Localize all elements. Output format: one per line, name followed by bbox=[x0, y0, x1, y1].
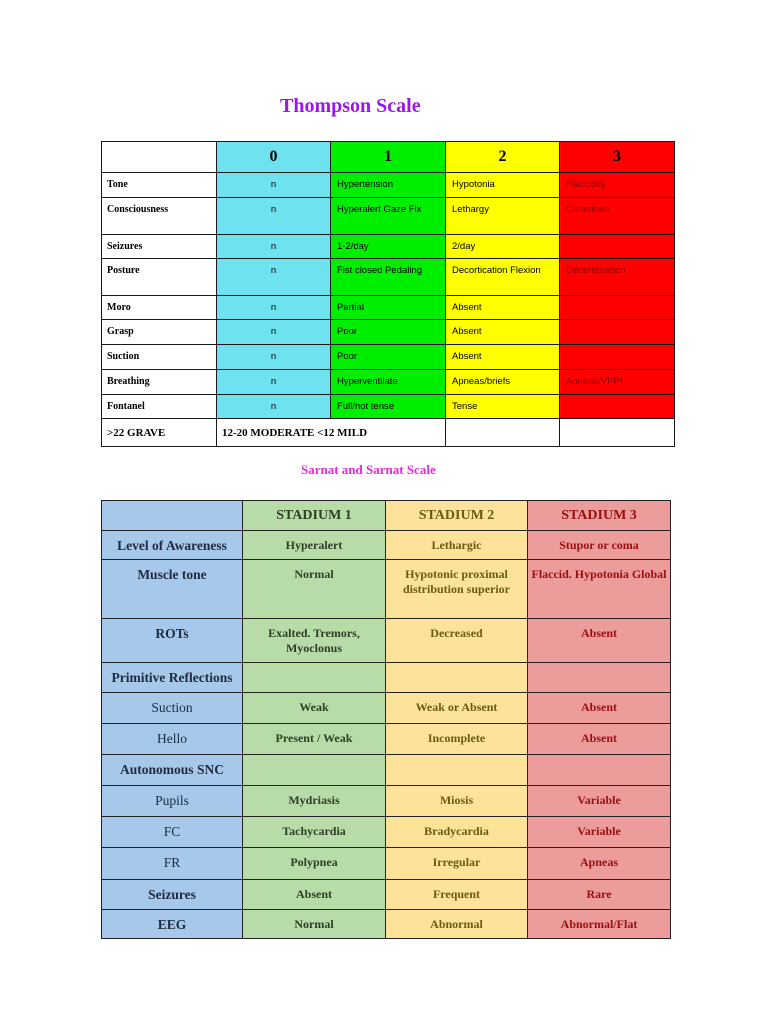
sarnat-cell-stadium-2: Abnormal bbox=[386, 910, 528, 939]
sarnat-cell-stadium-1: Polypnea bbox=[243, 848, 386, 880]
sarnat-row bbox=[102, 724, 671, 755]
sarnat-cell-stadium-2: Miosis bbox=[386, 786, 528, 817]
thompson-cell-2: Lethargy bbox=[446, 198, 560, 235]
sarnat-cell-stadium-2 bbox=[386, 663, 528, 693]
sarnat-row-label: Seizures bbox=[102, 880, 243, 910]
thompson-row bbox=[102, 345, 675, 370]
thompson-cell-0: n bbox=[217, 235, 331, 259]
sarnat-cell-stadium-1: Exalted. Tremors, Myoclonus bbox=[243, 619, 386, 663]
sarnat-row-label: Primitive Reflections bbox=[102, 663, 243, 693]
sarnat-row-label: Hello bbox=[102, 724, 243, 755]
thompson-cell-0: n bbox=[217, 395, 331, 419]
thompson-footer-empty bbox=[560, 419, 675, 447]
thompson-row-label: Moro bbox=[102, 296, 217, 320]
sarnat-header-blank bbox=[102, 501, 243, 531]
sarnat-cell-stadium-2: Hypotonic proximal distribution superior bbox=[386, 560, 528, 619]
thompson-footer-ranges: 12-20 MODERATE <12 MILD bbox=[217, 419, 446, 447]
sarnat-title: Sarnat and Sarnat Scale bbox=[301, 462, 436, 477]
sarnat-row bbox=[102, 560, 671, 619]
thompson-row-label: Suction bbox=[102, 345, 217, 370]
thompson-cell-3 bbox=[560, 345, 675, 370]
sarnat-cell-stadium-2: Irregular bbox=[386, 848, 528, 880]
sarnat-cell-stadium-2: Frequent bbox=[386, 880, 528, 910]
thompson-row bbox=[102, 395, 675, 419]
thompson-cell-2: Apneas/briefs bbox=[446, 370, 560, 395]
sarnat-cell-stadium-2: Incomplete bbox=[386, 724, 528, 755]
sarnat-cell-stadium-3 bbox=[528, 755, 671, 786]
thompson-row-label: Consciousness bbox=[102, 198, 217, 235]
sarnat-cell-stadium-1: Mydriasis bbox=[243, 786, 386, 817]
sarnat-row-label: Suction bbox=[102, 693, 243, 724]
sarnat-cell-stadium-3: Variable bbox=[528, 817, 671, 848]
thompson-cell-0: n bbox=[217, 370, 331, 395]
thompson-cell-3: Comatose bbox=[560, 198, 675, 235]
thompson-cell-2: Absent bbox=[446, 345, 560, 370]
thompson-row bbox=[102, 198, 675, 235]
sarnat-row bbox=[102, 755, 671, 786]
thompson-cell-2: 2/day bbox=[446, 235, 560, 259]
sarnat-cell-stadium-2: Weak or Absent bbox=[386, 693, 528, 724]
sarnat-row-label: EEG bbox=[102, 910, 243, 939]
thompson-header-3: 3 bbox=[560, 142, 675, 173]
sarnat-row-label: Autonomous SNC bbox=[102, 755, 243, 786]
sarnat-cell-stadium-3: Flaccid. Hypotonia Global bbox=[528, 560, 671, 619]
sarnat-cell-stadium-3: Absent bbox=[528, 693, 671, 724]
sarnat-row-label: FR bbox=[102, 848, 243, 880]
thompson-row-label: Seizures bbox=[102, 235, 217, 259]
thompson-cell-1: Hyperalert Gaze Fix bbox=[331, 198, 446, 235]
sarnat-cell-stadium-3: Stupor or coma bbox=[528, 531, 671, 560]
sarnat-row bbox=[102, 880, 671, 910]
sarnat-row-label: Pupils bbox=[102, 786, 243, 817]
sarnat-cell-stadium-1: Hyperalert bbox=[243, 531, 386, 560]
thompson-cell-3: Decerebration bbox=[560, 259, 675, 296]
thompson-cell-1: Partial bbox=[331, 296, 446, 320]
thompson-cell-2: Tense bbox=[446, 395, 560, 419]
sarnat-cell-stadium-1: Absent bbox=[243, 880, 386, 910]
thompson-row-label: Fontanel bbox=[102, 395, 217, 419]
thompson-cell-1: 1-2/day bbox=[331, 235, 446, 259]
thompson-row bbox=[102, 370, 675, 395]
thompson-row bbox=[102, 235, 675, 259]
sarnat-cell-stadium-3: Apneas bbox=[528, 848, 671, 880]
sarnat-cell-stadium-1: Tachycardia bbox=[243, 817, 386, 848]
sarnat-row-label: FC bbox=[102, 817, 243, 848]
sarnat-row bbox=[102, 786, 671, 817]
thompson-cell-0: n bbox=[217, 320, 331, 345]
sarnat-cell-stadium-3: Rare bbox=[528, 880, 671, 910]
sarnat-row bbox=[102, 663, 671, 693]
sarnat-row bbox=[102, 848, 671, 880]
thompson-cell-0: n bbox=[217, 296, 331, 320]
thompson-cell-2: Absent bbox=[446, 296, 560, 320]
sarnat-header-stadium-3: STADIUM 3 bbox=[528, 501, 671, 531]
sarnat-cell-stadium-1: Weak bbox=[243, 693, 386, 724]
sarnat-row bbox=[102, 531, 671, 560]
thompson-cell-1: Poor bbox=[331, 345, 446, 370]
sarnat-cell-stadium-3: Abnormal/Flat bbox=[528, 910, 671, 939]
thompson-header-2: 2 bbox=[446, 142, 560, 173]
thompson-cell-3 bbox=[560, 235, 675, 259]
thompson-cell-0: n bbox=[217, 198, 331, 235]
thompson-header-0: 0 bbox=[217, 142, 331, 173]
sarnat-cell-stadium-3: Absent bbox=[528, 619, 671, 663]
sarnat-cell-stadium-1 bbox=[243, 755, 386, 786]
sarnat-cell-stadium-1 bbox=[243, 663, 386, 693]
thompson-row bbox=[102, 259, 675, 296]
sarnat-cell-stadium-2: Decreased bbox=[386, 619, 528, 663]
sarnat-cell-stadium-2 bbox=[386, 755, 528, 786]
sarnat-row-label: ROTs bbox=[102, 619, 243, 663]
thompson-row-label: Breathing bbox=[102, 370, 217, 395]
thompson-row-label: Grasp bbox=[102, 320, 217, 345]
thompson-cell-3 bbox=[560, 395, 675, 419]
thompson-table bbox=[101, 141, 675, 447]
thompson-row bbox=[102, 296, 675, 320]
sarnat-header-stadium-1: STADIUM 1 bbox=[243, 501, 386, 531]
thompson-header-blank bbox=[102, 142, 217, 173]
sarnat-header-stadium-2: STADIUM 2 bbox=[386, 501, 528, 531]
sarnat-row bbox=[102, 910, 671, 939]
thompson-row bbox=[102, 173, 675, 198]
thompson-footer-row bbox=[102, 419, 675, 447]
thompson-footer-grave: >22 GRAVE bbox=[102, 419, 217, 447]
thompson-cell-2: Hypotonia bbox=[446, 173, 560, 198]
thompson-cell-1: Hypertension bbox=[331, 173, 446, 198]
thompson-cell-1: Poor bbox=[331, 320, 446, 345]
thompson-header-row bbox=[102, 142, 675, 173]
thompson-cell-3 bbox=[560, 296, 675, 320]
thompson-cell-1: Fist closed Pedaling bbox=[331, 259, 446, 296]
thompson-row bbox=[102, 320, 675, 345]
thompson-cell-0: n bbox=[217, 259, 331, 296]
sarnat-cell-stadium-2: Lethargic bbox=[386, 531, 528, 560]
thompson-cell-3 bbox=[560, 320, 675, 345]
sarnat-row bbox=[102, 693, 671, 724]
sarnat-cell-stadium-1: Present / Weak bbox=[243, 724, 386, 755]
sarnat-cell-stadium-2: Bradycardia bbox=[386, 817, 528, 848]
sarnat-row-label: Level of Awareness bbox=[102, 531, 243, 560]
sarnat-cell-stadium-1: Normal bbox=[243, 910, 386, 939]
sarnat-cell-stadium-3: Absent bbox=[528, 724, 671, 755]
thompson-cell-1: Hyperventilate bbox=[331, 370, 446, 395]
thompson-cell-0: n bbox=[217, 173, 331, 198]
thompson-cell-2: Decortication Flexion bbox=[446, 259, 560, 296]
sarnat-cell-stadium-1: Normal bbox=[243, 560, 386, 619]
sarnat-cell-stadium-3: Variable bbox=[528, 786, 671, 817]
thompson-cell-3: Flaccidity bbox=[560, 173, 675, 198]
sarnat-row-label: Muscle tone bbox=[102, 560, 243, 619]
thompson-cell-2: Absent bbox=[446, 320, 560, 345]
thompson-cell-1: Full/not tense bbox=[331, 395, 446, 419]
sarnat-header-row bbox=[102, 501, 671, 531]
thompson-footer-empty bbox=[446, 419, 560, 447]
thompson-cell-3: Apneas/VPPI bbox=[560, 370, 675, 395]
sarnat-table bbox=[101, 500, 671, 939]
thompson-title: Thompson Scale bbox=[280, 95, 421, 117]
thompson-cell-0: n bbox=[217, 345, 331, 370]
thompson-header-1: 1 bbox=[331, 142, 446, 173]
sarnat-row bbox=[102, 619, 671, 663]
thompson-row-label: Posture bbox=[102, 259, 217, 296]
thompson-row-label: Tone bbox=[102, 173, 217, 198]
sarnat-row bbox=[102, 817, 671, 848]
sarnat-cell-stadium-3 bbox=[528, 663, 671, 693]
